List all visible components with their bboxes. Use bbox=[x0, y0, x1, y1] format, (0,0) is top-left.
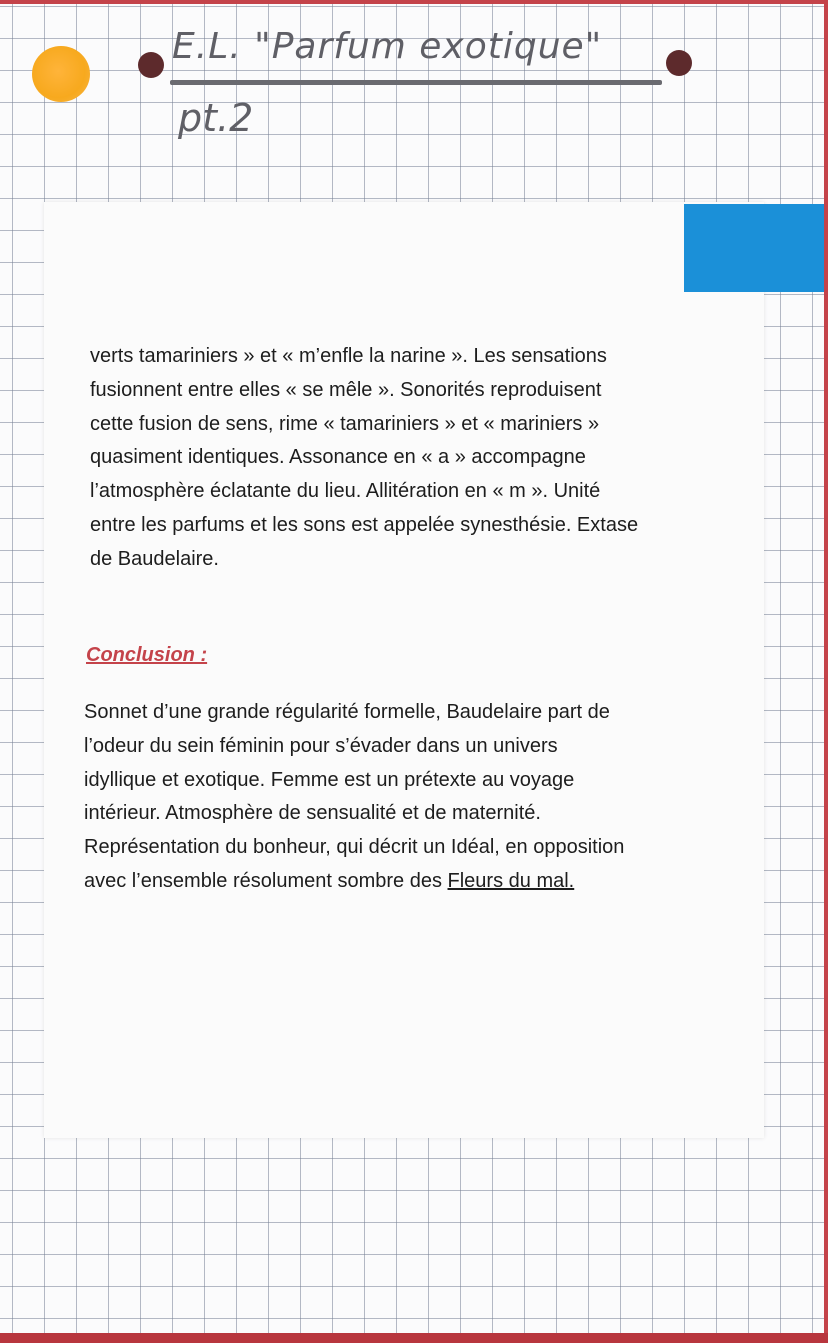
text-line: entre les parfums et les sons est appelée synesthésie. Extase bbox=[90, 513, 639, 536]
binder-hole-right bbox=[666, 50, 692, 76]
top-red-border bbox=[0, 0, 828, 4]
text-line-last bbox=[84, 865, 764, 899]
text-line: Sonnet d’une grande régularité formelle, Baudelaire part de bbox=[84, 701, 610, 723]
right-red-border bbox=[824, 0, 828, 1343]
yellow-dot-marker bbox=[32, 46, 90, 102]
blue-tape bbox=[684, 204, 824, 292]
text-line: l’atmosphère éclatante du lieu. Allitération en « m ». Unité bbox=[90, 480, 601, 503]
text-line: fusionnent entre elles « se mêle ». Sonorités reproduisent bbox=[90, 378, 602, 401]
text-line: de Baudelaire. bbox=[90, 547, 219, 570]
page-title: E.L. "Parfum exotique" bbox=[172, 26, 603, 67]
analysis-paragraph bbox=[90, 340, 750, 577]
conclusion-paragraph bbox=[84, 696, 764, 899]
text-line: cette fusion de sens, rime « tamariniers » et « mariniers » bbox=[90, 412, 600, 435]
text-line: quasiment identiques. Assonance en « a » accompagne bbox=[90, 446, 586, 469]
conclusion-heading: Conclusion : bbox=[86, 644, 208, 666]
binder-hole-left bbox=[138, 52, 164, 78]
text-line: idyllique et exotique. Femme est un prétexte au voyage bbox=[84, 768, 575, 791]
book-title-underlined: Fleurs du mal. bbox=[447, 869, 575, 892]
bottom-red-border bbox=[0, 1333, 828, 1343]
text-line: intérieur. Atmosphère de sensualité et de maternité. bbox=[84, 802, 541, 825]
text-line: l’odeur du sein féminin pour s’évader dans un univers bbox=[84, 734, 558, 757]
title-underline bbox=[170, 80, 662, 85]
page-subtitle: pt.2 bbox=[178, 96, 254, 140]
text-line: Représentation du bonheur, qui décrit un Idéal, en opposition bbox=[84, 836, 625, 859]
text-segment: avec l’ensemble résolument sombre des bbox=[84, 869, 448, 892]
text-line: verts tamariniers » et « m’enfle la narine ». Les sensations bbox=[90, 345, 607, 367]
